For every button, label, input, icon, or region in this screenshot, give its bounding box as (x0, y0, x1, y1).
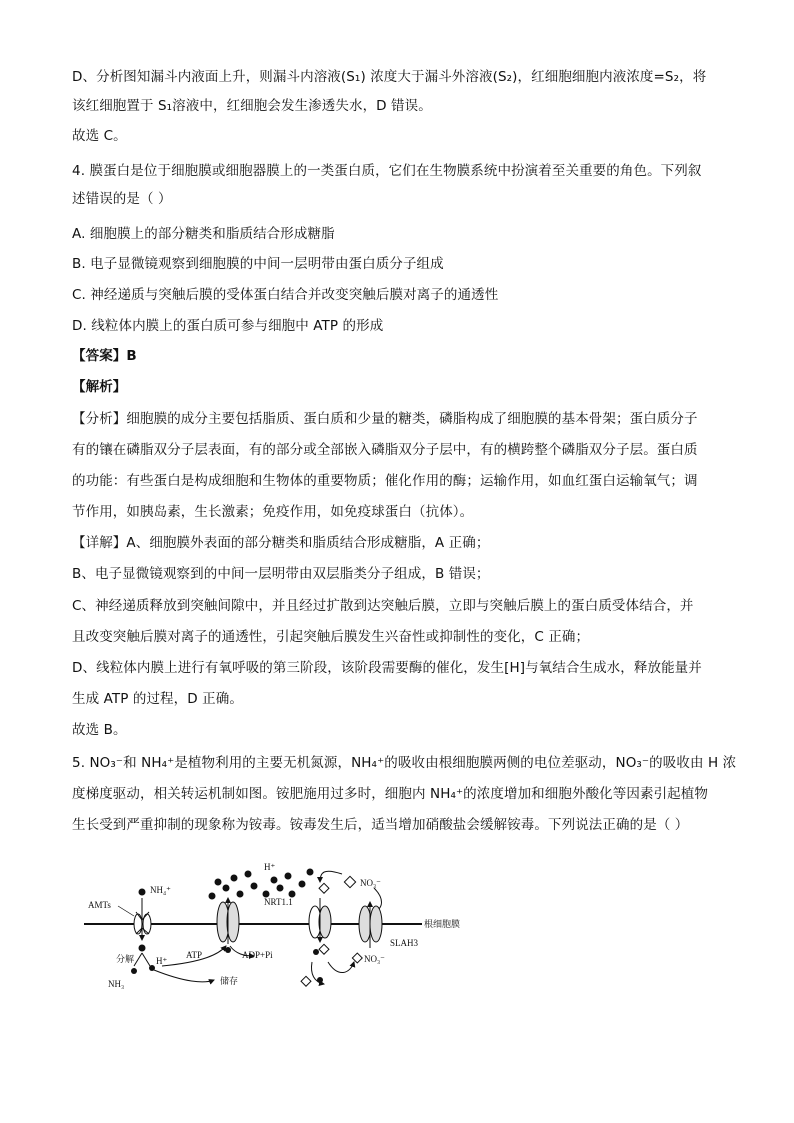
analysis-text: 有的镶在磷脂双分子层表面，有的部分或全部嵌入磷脂双分子层中，有的横跨整个磷脂双分子层。蛋白质 (72, 442, 698, 458)
detail-text: 且改变突触后膜对离子的通透性，引起突触后膜发生兴奋性或抑制性的变化，C 正确； (72, 629, 590, 645)
amts-label: AMTs (88, 900, 111, 910)
nh3-label: NH₃ (108, 979, 125, 989)
atp-label: ATP (186, 950, 203, 960)
question-4-stem: 述错误的是（ ） (72, 191, 172, 207)
h-top-label: H⁺ (264, 862, 276, 872)
fenjie-label: 分解 (116, 954, 135, 964)
no3-bottom-label: NO₃⁻ (364, 954, 385, 964)
question-4-stem: 4. 膜蛋白是位于细胞膜或细胞器膜上的一类蛋白质，它们在生物膜系统中扮演着至关重要的角色。下列叙 (72, 163, 702, 179)
analysis-text: 节作用，如胰岛素，生长激素；免疫作用，如免疫球蛋白（抗体）。 (72, 504, 474, 520)
text-line: D、分析图知漏斗内液面上升，则漏斗内溶液(S₁) 浓度大于漏斗外溶液(S₂)，红细胞细胞内液浓度=S₂，将 (72, 69, 707, 85)
h-bottom-label: H⁺ (156, 956, 168, 966)
slah3-label: SLAH3 (390, 938, 419, 948)
no3-top-label: NO₃⁻ (360, 878, 381, 888)
option-c: C. 神经递质与突触后膜的受体蛋白结合并改变突触后膜对离子的通透性 (72, 287, 499, 303)
question-5-stem: 生长受到严重抑制的现象称为铵毒。铵毒发生后，适当增加硝酸盐会缓解铵毒。下列说法正确的是（ ） (72, 817, 689, 833)
chucun-label: 储存 (220, 976, 239, 986)
option-d: D. 线粒体内膜上的蛋白质可参与细胞中 ATP 的形成 (72, 318, 384, 334)
detail-text: 【详解】A、细胞膜外表面的部分糖类和脂质结合形成糖脂，A 正确； (72, 535, 490, 551)
question-5-stem: 5. NO₃⁻和 NH₄⁺是植物利用的主要无机氮源，NH₄⁺的吸收由根细胞膜两侧的电位差驱动，NO₃⁻的吸收由 H 浓 (72, 755, 737, 771)
detail-text: C、神经递质释放到突触间隙中，并且经过扩散到达突触后膜，立即与突触后膜上的蛋白质受体结合，并 (72, 598, 694, 614)
answer-heading: 【答案】B (72, 348, 137, 364)
question-5-stem: 度梯度驱动，相关转运机制如图。铵肥施用过多时，细胞内 NH₄⁺的浓度增加和细胞外酸化等因素引起植物 (72, 786, 708, 802)
conclusion-text: 故选 B。 (72, 722, 127, 738)
detail-text: 生成 ATP 的过程，D 正确。 (72, 691, 243, 707)
nh4-top-label: NH₄⁺ (150, 885, 171, 895)
analysis-text: 【分析】细胞膜的成分主要包括脂质、蛋白质和少量的糖类，磷脂构成了细胞膜的基本骨架；蛋白质分子 (72, 411, 698, 427)
detail-text: D、线粒体内膜上进行有氧呼吸的第三阶段，该阶段需要酶的催化，发生[H]与氧结合生成水，释放能量并 (72, 660, 702, 676)
text-line: 故选 C。 (72, 128, 127, 144)
transport-diagram (84, 858, 484, 998)
detail-text: B、电子显微镜观察到的中间一层明带由双层脂类分子组成，B 错误； (72, 566, 490, 582)
nrt-label: NRT1.1 (264, 897, 293, 907)
proton-cloud (209, 869, 314, 900)
option-b: B. 电子显微镜观察到细胞膜的中间一层明带由蛋白质分子组成 (72, 256, 444, 272)
text-line: 该红细胞置于 S₁溶液中，红细胞会发生渗透失水，D 错误。 (72, 98, 432, 114)
membrane-label: 根细胞膜 (424, 919, 461, 929)
adp-label: ADP+Pi (242, 950, 273, 960)
analysis-heading: 【解析】 (72, 379, 127, 395)
analysis-text: 的功能：有些蛋白是构成细胞和生物体的重要物质；催化作用的酶；运输作用，如血红蛋白运输氧气；调 (72, 473, 698, 489)
option-a: A. 细胞膜上的部分糖类和脂质结合形成糖脂 (72, 226, 335, 242)
